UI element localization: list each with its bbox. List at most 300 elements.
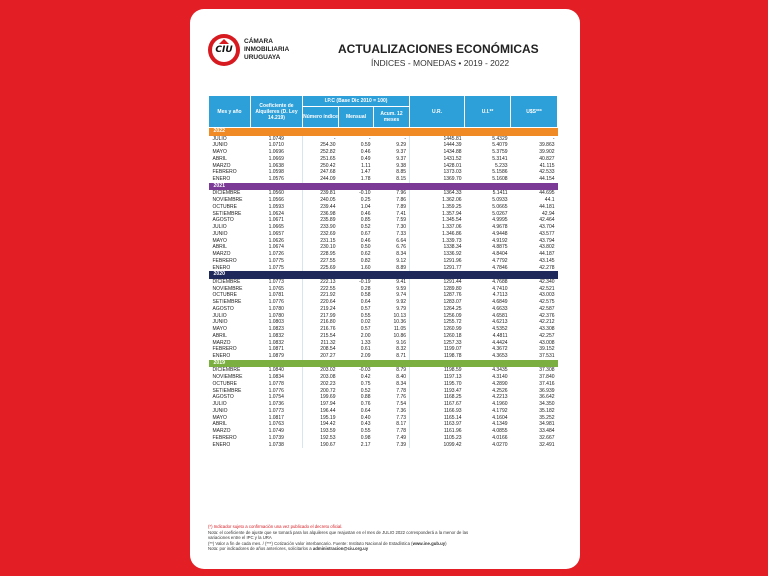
- cell-ui: 5.0267: [492, 210, 508, 217]
- cell-acum: 7.96: [374, 190, 410, 197]
- cell-ur: 1257.33: [443, 339, 462, 346]
- table-row: [209, 204, 558, 211]
- document-subtitle: ÍNDICES - MONEDAS • 2019 - 2022: [371, 58, 510, 68]
- cell-acum: 7.41: [374, 211, 410, 218]
- cell-ui: 4.7113: [492, 292, 508, 299]
- cell-ur: 1431.52: [443, 155, 462, 162]
- cell-mes: ENERO: [212, 353, 231, 359]
- col-header-usd: U$S***: [511, 96, 558, 128]
- cell-usd: 35.182: [539, 407, 555, 414]
- cell-usd: 42.278: [539, 264, 555, 271]
- cell-ur: 1.345.54: [442, 217, 462, 224]
- cell-acum: 7.73: [374, 415, 410, 422]
- cell-acum: 7.30: [374, 224, 410, 231]
- cell-ui: 4.4811: [492, 332, 508, 339]
- table-row: [209, 238, 558, 245]
- table-row: [209, 292, 558, 299]
- cell-ui: 4.0855: [492, 428, 508, 434]
- cell-usd: 42.521: [539, 285, 555, 292]
- cell-acum: 8.34: [374, 251, 410, 258]
- footnote-sources: (**) Valor a fin de cada mes. / (***) Cotización valor interbancario. Fuente: Instituto Nacional de Estadística (www.ine.gub.uy): [208, 540, 447, 546]
- cell-mensual: 0.46: [360, 149, 371, 155]
- year-label: 2021: [209, 183, 558, 191]
- cell-usd: -: [552, 135, 555, 142]
- cell-mes: DICIEMBRE: [212, 367, 241, 374]
- cell-mes: MAYO: [212, 237, 227, 244]
- cell-usd: 33.484: [539, 428, 555, 434]
- ine-link[interactable]: www.ine.gub.uy: [412, 540, 446, 546]
- cell-mensual: 0.98: [360, 434, 371, 441]
- cell-ui: 4.0270: [492, 441, 508, 448]
- cell-mensual: 0.43: [360, 421, 371, 428]
- table-row: [209, 401, 558, 408]
- cell-ur: 1105.23: [443, 434, 462, 441]
- cell-mes: ENERO: [212, 264, 231, 271]
- cell-mensual: 0.25: [360, 197, 371, 203]
- cell-coef: 1.0832: [251, 333, 303, 340]
- cell-acum: 7.39: [374, 442, 410, 449]
- cell-usd: 43.308: [539, 326, 555, 332]
- cell-mes: AGOSTO: [212, 394, 234, 401]
- year-row-2020: [209, 271, 558, 279]
- cell-mes: JULIO: [212, 401, 227, 407]
- cell-numero: 221.92: [320, 292, 336, 299]
- cell-acum: 9.16: [374, 340, 410, 347]
- cell-ur: 1.359.25: [442, 203, 462, 210]
- cell-ur: 1444.39: [443, 142, 462, 149]
- cell-usd: 42.94: [542, 210, 555, 217]
- cell-mes: ABRIL: [212, 244, 227, 251]
- cell-usd: 44.1: [544, 197, 555, 203]
- cell-coef: 1.0765: [251, 286, 303, 293]
- footnote-contact: Nota: por indicadores de años anteriores, solicitarlos a administracion@ciu.org.uy: [208, 546, 369, 552]
- cell-mes: NOVIEMBRE: [212, 374, 243, 380]
- cell-ur: 1445.81: [443, 135, 462, 142]
- cell-coef: 1.0776: [251, 388, 303, 395]
- col-header-ui: U.I.**: [465, 96, 511, 128]
- cell-mes: JULIO: [212, 135, 227, 142]
- cell-acum: 7.54: [374, 401, 410, 408]
- cell-ui: 5.4079: [492, 142, 508, 149]
- year-row-2021: [209, 183, 558, 191]
- cell-ui: 5.1608: [492, 176, 508, 182]
- cell-ui: 4.9192: [492, 237, 508, 244]
- cell-mensual: 1.04: [360, 203, 371, 210]
- table-row: [209, 217, 558, 224]
- cell-ui: 4.3435: [492, 367, 508, 374]
- cell-usd: 44.154: [539, 176, 555, 182]
- cell-coef: 1.0566: [251, 197, 303, 204]
- cell-mes: JUNIO: [212, 319, 228, 326]
- cell-mensual: 0.57: [360, 326, 371, 332]
- footnote-coef: Nota: el coeficiente de ajuste que se tomará para los alquileres que reajustan en el mes de JULIO 2022 corresponderá a la menor de las: [208, 529, 469, 535]
- table-row: [209, 251, 558, 258]
- cell-numero: 197.94: [320, 401, 336, 407]
- cell-numero: 192.53: [320, 434, 336, 441]
- table-row: [209, 169, 558, 176]
- cell-mensual: -0.10: [359, 190, 371, 197]
- table-row: [209, 408, 558, 415]
- year-label: 2022: [209, 128, 558, 136]
- cell-coef: 1.0560: [251, 190, 303, 197]
- cell-usd: 39.863: [539, 142, 555, 149]
- table-row: [209, 299, 558, 306]
- cell-mes: OCTUBRE: [212, 380, 237, 387]
- cell-ui: 5.0665: [492, 203, 508, 210]
- cell-coef: 1.0780: [251, 306, 303, 313]
- cell-ur: 1434.88: [443, 149, 462, 155]
- cell-ui: 4.6213: [492, 319, 508, 326]
- cell-usd: 44.181: [539, 203, 555, 210]
- table-row: [209, 156, 558, 163]
- table-row: [209, 231, 558, 238]
- col-header-ipc: I.P.C (Base Dic 2010 = 100): [303, 96, 410, 107]
- cell-mensual: -: [368, 135, 371, 142]
- footnote-coef-cont: variaciones entre el IPC y la URA: [208, 535, 272, 541]
- cell-numero: 219.24: [320, 305, 336, 312]
- cell-mes: FEBRERO: [212, 257, 237, 264]
- cell-mes: JUNIO: [212, 230, 228, 237]
- cell-mensual: 0.88: [360, 394, 371, 401]
- cell-numero: 222.13: [320, 278, 336, 285]
- cell-ui: 4.8404: [492, 251, 508, 257]
- cell-numero: 228.95: [320, 251, 336, 257]
- cell-numero: 236.98: [320, 210, 336, 217]
- cell-ur: 1291.77: [443, 264, 462, 271]
- cell-ur: 1165.14: [443, 414, 462, 421]
- cell-ur: 1291.96: [443, 257, 462, 264]
- cell-usd: 42.212: [539, 319, 555, 326]
- year-row-2019: [209, 360, 558, 368]
- cell-usd: 35.252: [539, 414, 555, 421]
- cell-acum: 8.34: [374, 381, 410, 388]
- cell-numero: 220.64: [320, 299, 336, 305]
- table-row: [209, 435, 558, 442]
- cell-coef: 1.0778: [251, 381, 303, 388]
- table-row: [209, 394, 558, 401]
- cell-numero: 200.72: [320, 387, 336, 394]
- cell-usd: 32.667: [539, 434, 555, 441]
- cell-ui: 4.7792: [492, 257, 508, 264]
- cell-coef: 1.0710: [251, 142, 303, 149]
- cell-ur: 1197.13: [443, 374, 462, 380]
- cell-acum: 9.37: [374, 156, 410, 163]
- cell-mes: JULIO: [212, 224, 227, 230]
- cell-acum: 7.89: [374, 204, 410, 211]
- col-header-mes: Mes y año: [209, 96, 251, 128]
- cell-ur: 1166.93: [443, 407, 462, 414]
- cell-numero: 222.55: [320, 285, 336, 292]
- cell-mensual: 0.64: [360, 407, 371, 414]
- cell-mensual: 0.28: [360, 285, 371, 292]
- cell-mes: MAYO: [212, 326, 227, 332]
- cell-usd: 42.587: [539, 305, 555, 312]
- cell-ui: 4.7688: [492, 278, 508, 285]
- cell-mes: MARZO: [212, 339, 231, 346]
- cell-ui: 4.3140: [492, 374, 508, 380]
- cell-acum: 9.74: [374, 292, 410, 299]
- cell-coef: 1.0726: [251, 251, 303, 258]
- cell-coef: 1.0803: [251, 319, 303, 326]
- cell-acum: 9.12: [374, 258, 410, 265]
- cell-mes: ABRIL: [212, 421, 227, 428]
- cell-coef: 1.0739: [251, 435, 303, 442]
- cell-numero: 252.82: [320, 149, 336, 155]
- table-row: [209, 313, 558, 320]
- cell-acum: 7.78: [374, 428, 410, 435]
- cell-coef: 1.0832: [251, 340, 303, 347]
- cell-acum: 7.36: [374, 408, 410, 415]
- table-row: [209, 244, 558, 251]
- cell-mes: SETIEMBRE: [212, 299, 242, 305]
- cell-mensual: 1.11: [361, 162, 371, 169]
- table-row: [209, 374, 558, 381]
- cell-mes: AGOSTO: [212, 217, 234, 224]
- cell-usd: 37.531: [539, 353, 555, 359]
- cell-mensual: 0.55: [360, 312, 371, 319]
- cell-mes: ABRIL: [212, 332, 227, 339]
- table-row: [209, 381, 558, 388]
- cell-mensual: 0.49: [360, 155, 371, 162]
- cell-numero: 227.55: [320, 257, 336, 264]
- cell-usd: 39.152: [539, 346, 555, 353]
- cell-mensual: 0.57: [360, 305, 371, 312]
- cell-usd: 34.350: [539, 401, 555, 407]
- indicators-table: [208, 95, 558, 448]
- cell-numero: 230.10: [320, 244, 336, 251]
- cell-mensual: 2.17: [360, 441, 371, 448]
- table-row: [209, 176, 558, 183]
- cell-ur: 1167.67: [443, 401, 462, 407]
- table-row: [209, 190, 558, 197]
- cell-usd: 40.827: [539, 155, 555, 162]
- cell-mes: MAYO: [212, 414, 227, 421]
- cell-coef: 1.0780: [251, 313, 303, 320]
- cell-ui: 4.0166: [492, 434, 508, 441]
- cell-usd: 42.340: [539, 278, 555, 285]
- table-row: [209, 163, 558, 170]
- cell-mensual: 1.78: [360, 176, 371, 182]
- table-row: [209, 149, 558, 156]
- cell-ur: 1369.70: [443, 176, 462, 182]
- cell-usd: 43.802: [539, 244, 555, 251]
- cell-coef: 1.0624: [251, 211, 303, 218]
- cell-ui: 4.2890: [492, 380, 508, 387]
- document-title: ACTUALIZACIONES ECONÓMICAS: [338, 42, 539, 56]
- cell-usd: 43.577: [539, 230, 555, 237]
- cell-numero: 211.32: [320, 339, 336, 346]
- table-row: [209, 224, 558, 231]
- cell-acum: 7.33: [374, 231, 410, 238]
- cell-mensual: 2.00: [360, 332, 371, 339]
- table-row: [209, 197, 558, 204]
- cell-acum: 9.37: [374, 149, 410, 156]
- cell-ur: 1260.99: [443, 326, 462, 332]
- cell-acum: 8.17: [374, 421, 410, 428]
- cell-ur: 1.337.06: [442, 224, 462, 230]
- cell-ur: 1256.09: [443, 312, 462, 319]
- cell-mensual: 0.42: [360, 374, 371, 380]
- cell-mes: DICIEMBRE: [212, 278, 241, 285]
- year-label: 2020: [209, 271, 558, 279]
- col-header-mensual: Mensual: [339, 107, 374, 128]
- table-row: [209, 421, 558, 428]
- table-row: [209, 346, 558, 353]
- cell-mensual: 0.52: [360, 224, 371, 230]
- cell-coef: 1.0749: [251, 136, 303, 143]
- cell-coef: 1.0657: [251, 231, 303, 238]
- cell-ur: 1195.70: [443, 380, 462, 387]
- cell-mensual: -0.03: [359, 367, 371, 374]
- cell-usd: 43.794: [539, 237, 555, 244]
- cell-acum: 7.86: [374, 197, 410, 204]
- cell-ur: 1163.97: [443, 421, 462, 428]
- cell-coef: 1.0638: [251, 163, 303, 170]
- cell-ui: 4.7846: [492, 264, 508, 271]
- cell-numero: 199.69: [320, 394, 336, 401]
- cell-ur: 1428.01: [443, 162, 462, 169]
- cell-coef: 1.0773: [251, 408, 303, 415]
- cell-ur: 1.362.06: [442, 197, 462, 203]
- table-row: [209, 367, 558, 374]
- cell-ur: 1168.25: [443, 394, 462, 401]
- table-row: [209, 286, 558, 293]
- email-link[interactable]: administracion@ciu.org.uy: [312, 546, 369, 552]
- cell-acum: 8.32: [374, 346, 410, 353]
- cell-usd: 41.115: [539, 162, 555, 169]
- cell-coef: 1.0781: [251, 292, 303, 299]
- cell-ur: 1199.07: [443, 346, 462, 353]
- cell-mensual: 0.76: [360, 401, 371, 407]
- cell-coef: 1.0775: [251, 258, 303, 265]
- cell-ur: 1099.42: [443, 441, 462, 448]
- cell-ui: 5.3759: [492, 149, 508, 155]
- cell-ui: 4.9995: [492, 217, 508, 224]
- cell-mensual: 0.64: [360, 299, 371, 305]
- ciu-logo: [208, 34, 240, 66]
- cell-coef: 1.0669: [251, 156, 303, 163]
- cell-ui: 5.0933: [492, 197, 508, 203]
- cell-ui: 4.2526: [492, 387, 508, 394]
- cell-numero: 225.69: [320, 264, 336, 271]
- col-header-ur: U.R.: [410, 96, 465, 128]
- cell-ui: 4.1604: [492, 414, 508, 421]
- table-row: [209, 142, 558, 149]
- cell-ui: 4.9678: [492, 224, 508, 230]
- cell-usd: 43.704: [539, 224, 555, 230]
- cell-ur: 1198.78: [443, 353, 462, 359]
- year-row-2022: [209, 128, 558, 136]
- cell-coef: 1.0773: [251, 279, 303, 286]
- table-row: [209, 265, 558, 272]
- cell-ui: 4.9448: [492, 230, 508, 237]
- cell-numero: 250.42: [320, 162, 336, 169]
- table-row: [209, 258, 558, 265]
- cell-usd: 43.145: [539, 257, 555, 264]
- cell-usd: 43.003: [539, 292, 555, 299]
- cell-acum: 8.40: [374, 374, 410, 381]
- cell-acum: 9.79: [374, 306, 410, 313]
- cell-mensual: 0.50: [360, 244, 371, 251]
- col-header-coef: Coeficiente de Alquileres (D. Ley 14.219): [251, 96, 303, 128]
- table-row: [209, 428, 558, 435]
- cell-acum: 9.41: [374, 279, 410, 286]
- table-row: [209, 353, 558, 360]
- cell-coef: 1.0736: [251, 401, 303, 408]
- table-row: [209, 333, 558, 340]
- cell-coef: 1.0665: [251, 224, 303, 231]
- cell-ur: 1.346.86: [442, 230, 462, 237]
- cell-usd: 37.416: [539, 380, 555, 387]
- cell-numero: 247.68: [320, 169, 336, 176]
- cell-mensual: 1.33: [360, 339, 371, 346]
- cell-mensual: 0.59: [360, 142, 371, 149]
- cell-usd: 36.642: [539, 394, 555, 401]
- cell-mensual: 0.55: [360, 428, 371, 434]
- cell-coef: 1.0738: [251, 442, 303, 449]
- cell-mes: JUNIO: [212, 407, 228, 414]
- cell-mensual: 0.40: [360, 414, 371, 421]
- cell-usd: 42.464: [539, 217, 555, 224]
- cell-mes: FEBRERO: [212, 169, 237, 176]
- cell-mes: NOVIEMBRE: [212, 197, 243, 203]
- cell-acum: 11.05: [374, 326, 410, 333]
- cell-mes: JULIO: [212, 312, 227, 319]
- cell-mes: SETIEMBRE: [212, 387, 242, 394]
- cell-acum: 9.38: [374, 163, 410, 170]
- cell-acum: 10.36: [374, 319, 410, 326]
- table-row: [209, 136, 558, 143]
- cell-mensual: 0.46: [360, 237, 371, 244]
- cell-mensual: 0.02: [360, 319, 371, 326]
- cell-ur: 1289.80: [443, 285, 462, 292]
- cell-acum: 10.86: [374, 333, 410, 340]
- cell-mensual: 0.85: [360, 217, 371, 224]
- cell-mensual: 1.60: [360, 264, 371, 271]
- year-label: 2019: [209, 360, 558, 368]
- cell-mensual: 0.46: [360, 210, 371, 217]
- cell-usd: 32.491: [539, 441, 555, 448]
- cell-ur: 1.357.94: [442, 210, 462, 217]
- cell-ui: 4.1960: [492, 401, 508, 407]
- cell-ui: 4.8875: [492, 244, 508, 251]
- table-row: [209, 306, 558, 313]
- cell-numero: 239.81: [320, 190, 336, 197]
- cell-numero: 235.89: [320, 217, 336, 224]
- cell-mensual: 0.67: [360, 230, 371, 237]
- cell-mes: MAYO: [212, 149, 227, 155]
- cell-numero: 244.09: [320, 176, 336, 182]
- cell-numero: 207.27: [320, 353, 336, 359]
- cell-numero: 231.15: [320, 237, 336, 244]
- organization-name: CÁMARA INMOBILIARIA URUGUAYA: [244, 38, 290, 61]
- cell-ui: 4.3653: [492, 353, 508, 359]
- cell-mes: OCTUBRE: [212, 292, 237, 299]
- cell-mensual: 0.82: [360, 257, 371, 264]
- cell-usd: 37.308: [539, 367, 555, 374]
- cell-coef: 1.0823: [251, 326, 303, 333]
- cell-numero: -: [333, 135, 336, 142]
- document-header: [190, 9, 580, 91]
- cell-ur: 1.339.73: [442, 237, 462, 244]
- cell-usd: 37.840: [539, 374, 555, 380]
- cell-coef: 1.0840: [251, 367, 303, 374]
- cell-ui: 5.1586: [492, 169, 508, 176]
- cell-ui: 4.4424: [492, 339, 508, 346]
- cell-mensual: 0.62: [360, 251, 371, 257]
- cell-acum: 9.29: [374, 142, 410, 149]
- cell-mes: ABRIL: [212, 155, 227, 162]
